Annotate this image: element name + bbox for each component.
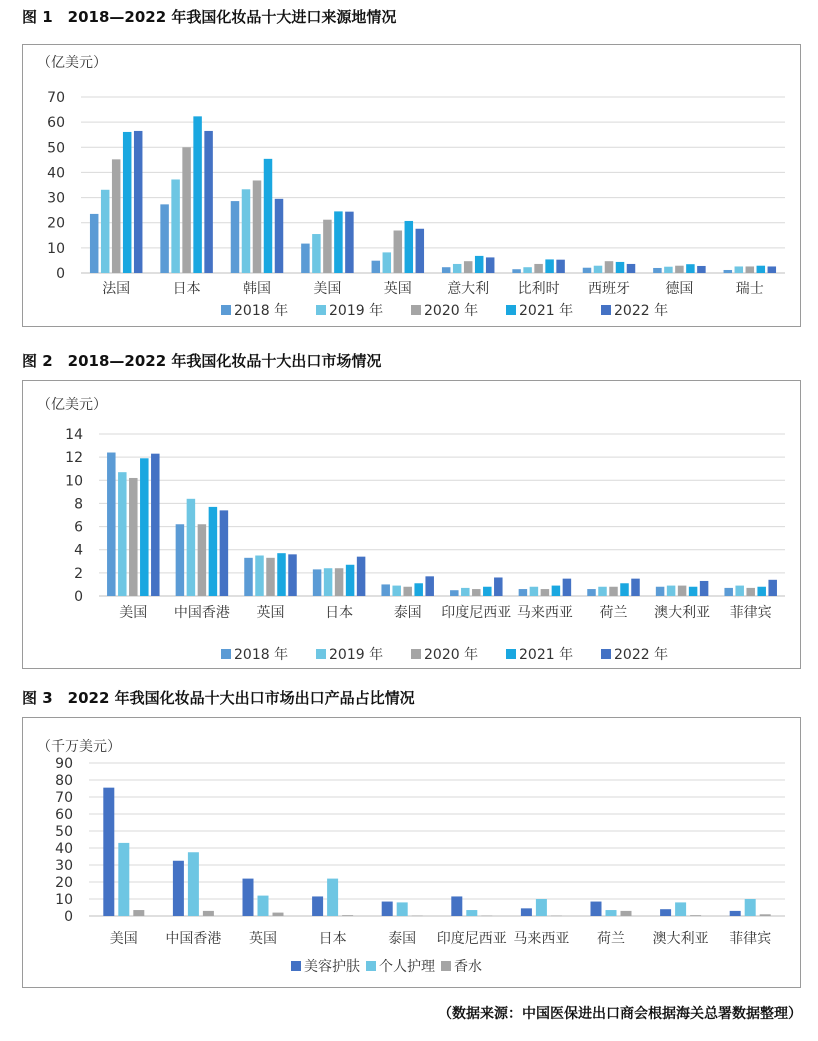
bar-4-9 bbox=[686, 264, 695, 273]
bar-1-1 bbox=[107, 453, 116, 596]
bar-3-2 bbox=[182, 147, 191, 273]
figure-3-chart bbox=[23, 718, 802, 989]
figure-1-title: 图 1 2018—2022 年我国化妆品十大进口来源地情况 bbox=[22, 8, 397, 26]
bar-5-6 bbox=[494, 577, 503, 596]
legend-label: 2021 年 bbox=[519, 647, 574, 663]
bar-2-4 bbox=[324, 568, 333, 596]
bar-3-1 bbox=[133, 910, 144, 916]
x-category-label: 中国香港 bbox=[173, 605, 230, 621]
figure-1-panel bbox=[22, 44, 801, 327]
bar-4-2 bbox=[193, 116, 202, 273]
bar-5-8 bbox=[627, 264, 636, 273]
bar-4-3 bbox=[264, 159, 273, 273]
legend-swatch bbox=[411, 649, 421, 659]
bar-4-4 bbox=[346, 565, 355, 596]
bar-4-6 bbox=[483, 587, 492, 596]
bar-4-1 bbox=[123, 132, 132, 273]
bar-2-8 bbox=[598, 587, 607, 596]
legend-swatch bbox=[366, 961, 376, 971]
x-category-label: 泰国 bbox=[393, 605, 422, 621]
legend-label: 香水 bbox=[454, 959, 482, 975]
x-category-label: 印度尼西亚 bbox=[436, 931, 507, 947]
bar-4-5 bbox=[405, 221, 414, 273]
bar-3-6 bbox=[464, 261, 473, 273]
figure-2-chart bbox=[23, 381, 802, 670]
y-tick-label: 60 bbox=[47, 115, 65, 132]
bar-3-4 bbox=[342, 915, 353, 916]
bar-1-2 bbox=[160, 204, 169, 273]
bar-3-4 bbox=[335, 568, 344, 596]
bar-3-5 bbox=[403, 587, 412, 596]
bar-1-8 bbox=[587, 589, 596, 596]
x-category-label: 荷兰 bbox=[597, 931, 625, 947]
bar-1-10 bbox=[724, 588, 733, 596]
bar-5-7 bbox=[556, 260, 565, 273]
bar-4-7 bbox=[552, 586, 561, 596]
x-category-label: 德国 bbox=[665, 281, 694, 297]
bar-3-7 bbox=[534, 264, 543, 273]
x-category-label: 美国 bbox=[313, 281, 342, 297]
bar-4-2 bbox=[209, 507, 218, 596]
y-tick-label: 0 bbox=[56, 266, 65, 282]
x-category-label: 法国 bbox=[102, 281, 131, 297]
bar-2-5 bbox=[383, 252, 392, 273]
bar-2-4 bbox=[327, 879, 338, 916]
bar-1-9 bbox=[653, 268, 662, 273]
bar-4-3 bbox=[277, 553, 286, 596]
legend-label: 2019 年 bbox=[329, 647, 384, 663]
x-category-label: 美国 bbox=[109, 931, 138, 947]
bar-2-3 bbox=[258, 896, 269, 916]
bar-2-10 bbox=[745, 899, 756, 916]
bar-3-5 bbox=[394, 231, 403, 273]
bar-1-5 bbox=[381, 584, 390, 596]
bar-5-10 bbox=[768, 580, 777, 596]
figure-2-panel bbox=[22, 380, 801, 669]
bar-1-6 bbox=[442, 267, 451, 273]
legend-swatch bbox=[441, 961, 451, 971]
bar-5-1 bbox=[151, 454, 160, 596]
x-category-label: 瑞士 bbox=[735, 281, 764, 297]
x-category-label: 英国 bbox=[256, 605, 285, 621]
bar-2-8 bbox=[606, 910, 617, 916]
x-category-label: 马来西亚 bbox=[516, 605, 573, 621]
bar-1-1 bbox=[90, 214, 99, 273]
bar-4-6 bbox=[475, 256, 484, 273]
x-category-label: 日本 bbox=[172, 281, 201, 297]
bar-5-2 bbox=[220, 510, 229, 596]
bar-2-1 bbox=[118, 472, 127, 596]
bar-2-2 bbox=[171, 179, 180, 273]
bar-5-4 bbox=[357, 557, 366, 596]
bar-5-2 bbox=[204, 131, 213, 273]
figure-3-panel bbox=[22, 717, 801, 988]
legend-swatch bbox=[316, 305, 326, 315]
bar-3-9 bbox=[678, 586, 687, 596]
y-tick-label: 4 bbox=[74, 542, 83, 559]
bar-3-10 bbox=[760, 914, 771, 916]
bar-1-3 bbox=[231, 201, 240, 273]
bar-2-9 bbox=[664, 267, 673, 273]
y-tick-label: 60 bbox=[55, 807, 73, 823]
bar-3-10 bbox=[746, 266, 755, 273]
bar-3-9 bbox=[690, 915, 701, 916]
x-category-label: 英国 bbox=[249, 931, 277, 947]
bar-4-10 bbox=[757, 266, 766, 273]
bar-1-3 bbox=[243, 879, 254, 916]
y-tick-label: 12 bbox=[65, 450, 83, 467]
legend-label: 美容护肤 bbox=[304, 959, 360, 975]
bar-1-4 bbox=[301, 244, 310, 273]
bar-2-9 bbox=[675, 902, 686, 916]
y-tick-label: 70 bbox=[55, 790, 73, 806]
bar-2-7 bbox=[530, 587, 539, 596]
x-category-label: 马来西亚 bbox=[513, 931, 570, 947]
bar-2-3 bbox=[242, 189, 251, 273]
x-category-label: 日本 bbox=[325, 605, 354, 621]
bar-1-5 bbox=[382, 902, 393, 916]
legend-swatch bbox=[506, 305, 516, 315]
bar-1-8 bbox=[591, 902, 602, 916]
bar-4-8 bbox=[620, 583, 629, 596]
bar-2-1 bbox=[118, 843, 129, 916]
bar-4-10 bbox=[757, 587, 766, 596]
bar-2-2 bbox=[188, 852, 199, 916]
x-category-label: 印度尼西亚 bbox=[441, 605, 512, 621]
x-category-label: 中国香港 bbox=[165, 931, 222, 947]
legend-swatch bbox=[316, 649, 326, 659]
x-category-label: 澳大利亚 bbox=[654, 605, 711, 621]
bar-1-6 bbox=[450, 590, 459, 596]
bar-3-8 bbox=[605, 261, 614, 273]
y-unit-label: （亿美元） bbox=[37, 55, 107, 71]
bar-3-3 bbox=[273, 913, 284, 916]
bar-4-7 bbox=[545, 259, 554, 273]
x-category-label: 菲律宾 bbox=[729, 931, 772, 947]
source-note: （数据来源：中国医保进出口商会根据海关总署数据整理） bbox=[438, 1006, 802, 1022]
y-tick-label: 0 bbox=[74, 589, 83, 605]
legend-label: 2022 年 bbox=[614, 303, 669, 319]
bar-2-9 bbox=[667, 586, 676, 596]
legend-swatch bbox=[221, 305, 231, 315]
bar-2-10 bbox=[735, 266, 744, 273]
y-tick-label: 30 bbox=[47, 190, 65, 207]
legend-label: 2021 年 bbox=[519, 303, 574, 319]
bar-2-10 bbox=[735, 586, 744, 596]
bar-3-6 bbox=[481, 915, 492, 916]
x-category-label: 澳大利亚 bbox=[652, 931, 709, 947]
figure-1-chart bbox=[23, 45, 802, 328]
bar-5-5 bbox=[425, 576, 434, 596]
y-unit-label: （千万美元） bbox=[37, 739, 121, 755]
bar-1-10 bbox=[724, 270, 733, 273]
x-category-label: 意大利 bbox=[447, 281, 490, 297]
bar-3-2 bbox=[198, 524, 207, 596]
y-tick-label: 70 bbox=[47, 90, 65, 106]
bar-1-9 bbox=[656, 587, 665, 596]
bar-1-1 bbox=[103, 788, 114, 916]
legend-swatch bbox=[411, 305, 421, 315]
bar-3-7 bbox=[541, 589, 550, 596]
bar-1-4 bbox=[313, 569, 322, 596]
bar-2-1 bbox=[101, 190, 110, 273]
y-tick-label: 90 bbox=[55, 756, 73, 772]
bar-3-4 bbox=[323, 220, 332, 273]
bar-3-8 bbox=[621, 911, 632, 916]
bar-2-7 bbox=[536, 899, 547, 916]
legend-label: 2018 年 bbox=[234, 647, 289, 663]
bar-3-10 bbox=[746, 588, 755, 596]
bar-5-9 bbox=[700, 581, 709, 596]
bar-1-7 bbox=[512, 269, 521, 273]
bar-3-6 bbox=[472, 589, 481, 596]
y-tick-label: 80 bbox=[55, 773, 73, 789]
y-tick-label: 40 bbox=[55, 841, 73, 857]
bar-2-2 bbox=[187, 499, 196, 596]
x-category-label: 韩国 bbox=[243, 281, 271, 297]
bar-5-7 bbox=[563, 579, 572, 596]
bar-5-5 bbox=[416, 229, 425, 273]
x-category-label: 日本 bbox=[318, 931, 347, 947]
bar-3-8 bbox=[609, 587, 618, 596]
bar-5-4 bbox=[345, 212, 354, 273]
bar-4-9 bbox=[689, 587, 698, 596]
figure-3-title: 图 3 2022 年我国化妆品十大出口市场出口产品占比情况 bbox=[22, 689, 415, 707]
bar-2-6 bbox=[453, 264, 462, 273]
legend-label: 2020 年 bbox=[424, 303, 479, 319]
bar-3-2 bbox=[203, 911, 214, 916]
bar-3-3 bbox=[266, 558, 275, 596]
y-tick-label: 6 bbox=[74, 519, 83, 536]
y-tick-label: 2 bbox=[74, 565, 83, 582]
bar-1-8 bbox=[583, 268, 592, 273]
y-tick-label: 20 bbox=[47, 215, 65, 232]
x-category-label: 比利时 bbox=[517, 281, 560, 297]
y-tick-label: 10 bbox=[47, 240, 65, 257]
bar-3-9 bbox=[675, 266, 684, 273]
y-tick-label: 50 bbox=[47, 140, 65, 157]
bar-1-2 bbox=[176, 524, 185, 596]
bar-4-1 bbox=[140, 458, 149, 596]
bar-2-4 bbox=[312, 234, 321, 273]
bar-2-8 bbox=[594, 266, 603, 273]
y-unit-label: （亿美元） bbox=[37, 397, 107, 413]
bar-3-1 bbox=[129, 478, 138, 596]
x-category-label: 美国 bbox=[119, 605, 148, 621]
legend-label: 2022 年 bbox=[614, 647, 669, 663]
y-tick-label: 20 bbox=[55, 875, 73, 891]
x-category-label: 西班牙 bbox=[588, 281, 630, 297]
bar-1-5 bbox=[372, 261, 381, 273]
legend-swatch bbox=[601, 305, 611, 315]
bar-1-6 bbox=[451, 896, 462, 916]
y-tick-label: 10 bbox=[65, 473, 83, 490]
legend-swatch bbox=[291, 961, 301, 971]
x-category-label: 英国 bbox=[383, 281, 412, 297]
bar-2-5 bbox=[392, 586, 401, 596]
y-tick-label: 14 bbox=[65, 427, 83, 443]
bar-5-1 bbox=[134, 131, 143, 273]
bar-4-8 bbox=[616, 262, 625, 273]
bar-5-3 bbox=[288, 554, 297, 596]
bar-4-4 bbox=[334, 211, 343, 273]
legend-label: 个人护理 bbox=[379, 959, 435, 975]
legend-label: 2018 年 bbox=[234, 303, 289, 319]
bar-5-6 bbox=[486, 257, 495, 273]
bar-5-8 bbox=[631, 579, 640, 596]
bar-2-6 bbox=[466, 910, 477, 916]
legend-swatch bbox=[601, 649, 611, 659]
bar-1-7 bbox=[521, 908, 532, 916]
bar-1-7 bbox=[519, 589, 528, 596]
bar-5-10 bbox=[768, 266, 777, 273]
x-category-label: 荷兰 bbox=[599, 605, 628, 621]
legend-label: 2019 年 bbox=[329, 303, 384, 319]
y-tick-label: 50 bbox=[55, 824, 73, 840]
bar-3-5 bbox=[412, 915, 423, 916]
bar-1-10 bbox=[730, 911, 741, 916]
legend-swatch bbox=[221, 649, 231, 659]
y-tick-label: 8 bbox=[74, 496, 83, 513]
bar-1-2 bbox=[173, 861, 184, 916]
legend-label: 2020 年 bbox=[424, 647, 479, 663]
bar-1-9 bbox=[660, 909, 671, 916]
x-category-label: 泰国 bbox=[388, 931, 417, 947]
y-tick-label: 40 bbox=[47, 165, 65, 182]
bar-2-5 bbox=[397, 902, 408, 916]
bar-2-6 bbox=[461, 588, 470, 596]
x-category-label: 菲律宾 bbox=[729, 605, 772, 621]
bar-3-3 bbox=[253, 180, 262, 273]
bar-5-9 bbox=[697, 266, 706, 273]
bar-2-3 bbox=[255, 556, 264, 597]
bar-3-1 bbox=[112, 159, 121, 273]
figure-2-title: 图 2 2018—2022 年我国化妆品十大出口市场情况 bbox=[22, 352, 382, 370]
bar-1-3 bbox=[244, 558, 253, 596]
legend-swatch bbox=[506, 649, 516, 659]
bar-3-7 bbox=[551, 915, 562, 916]
y-tick-label: 30 bbox=[55, 858, 73, 874]
bar-1-4 bbox=[312, 896, 323, 916]
y-tick-label: 0 bbox=[64, 909, 73, 925]
bar-2-7 bbox=[523, 267, 532, 273]
y-tick-label: 10 bbox=[55, 892, 73, 908]
bar-5-3 bbox=[275, 199, 284, 273]
bar-4-5 bbox=[414, 583, 423, 596]
